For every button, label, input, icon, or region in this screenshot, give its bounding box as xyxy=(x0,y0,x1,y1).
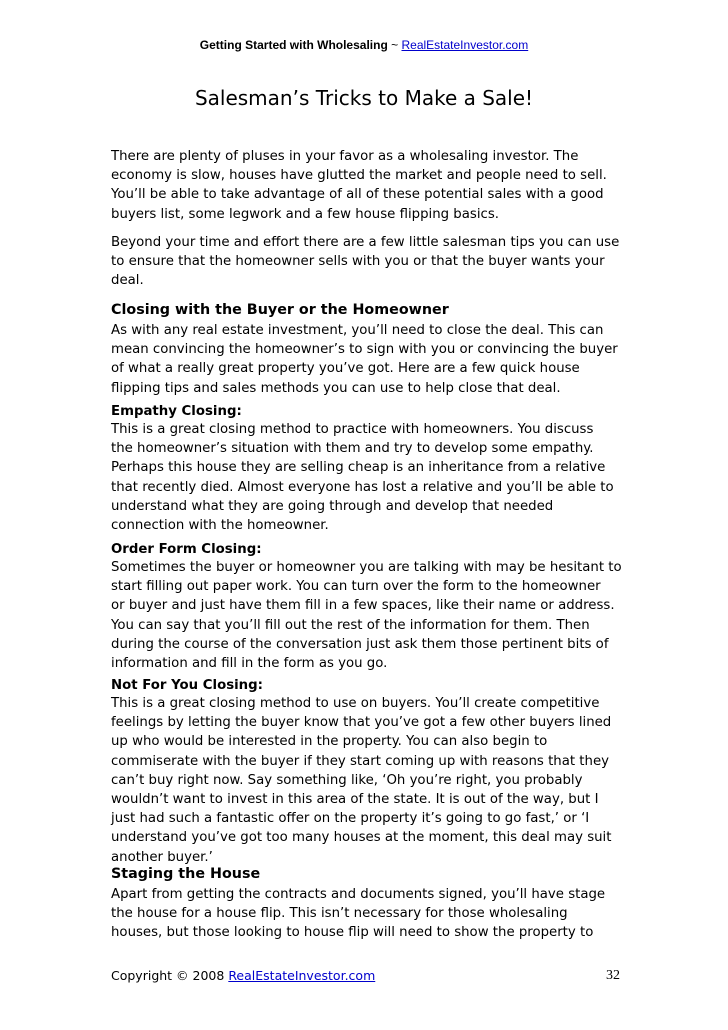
not-for-you-closing-heading: Not For You Closing: xyxy=(111,678,263,693)
empathy-closing-heading: Empathy Closing: xyxy=(111,404,242,419)
empathy-closing-paragraph: This is a great closing method to practice with homeowners. You discuss the homeowner’s situation with them and try to develop some empathy. Perhaps this house they are selling cheap is an inheritance from a relative that recently died. Almost everyone has lost a relative and you’ll be able to understand what they are going through and develop that needed connection with the homeowner. xyxy=(111,422,614,534)
order-form-closing-paragraph: Sometimes the buyer or homeowner you are talking with may be hesitant to start filling out paper work. You can turn over the form to the homeowner or buyer and just have them fill in a few spaces, like their name or address. You can say that you’ll fill out the rest of the information for them. Then during the course of the conversation just ask them those pertinent bits of information and fill in the form as you go. xyxy=(111,560,622,672)
page-number: 32 xyxy=(606,968,620,983)
page-footer xyxy=(111,968,375,983)
staging-section-heading: Staging the House xyxy=(111,866,261,882)
closing-section-heading: Closing with the Buyer or the Homeowner xyxy=(111,302,449,318)
intro-paragraph-1: There are plenty of pluses in your favor as a wholesaling investor. The economy is slow, houses have glutted the market and people need to sell. You’ll be able to take advantage of all of these potential sales with a good buyers list, some legwork and a few house flipping basics. xyxy=(111,149,607,222)
intro-paragraph-2: Beyond your time and effort there are a few little salesman tips you can use to ensure that the homeowner sells with you or that the buyer wants your deal. xyxy=(111,235,620,289)
footer-copyright: Copyright © 2008 xyxy=(111,968,229,983)
closing-paragraph: As with any real estate investment, you’ll need to close the deal. This can mean convincing the homeowner’s to sign with you or convincing the buyer of what a really great property you’ve got. Here are a few quick house flipping tips and sales methods you can use to help close that deal. xyxy=(111,323,618,396)
header-site-link[interactable]: RealEstateInvestor.com xyxy=(401,38,529,52)
order-form-closing-heading: Order Form Closing: xyxy=(111,542,262,557)
header-title: Getting Started with Wholesaling xyxy=(199,38,388,52)
staging-paragraph: Apart from getting the contracts and documents signed, you’ll have stage the house for a house flip. This isn’t necessary for those wholesaling houses, but those looking to house flip will need to show the property to xyxy=(111,887,606,941)
running-header xyxy=(0,38,728,52)
footer-site-link[interactable]: RealEstateInvestor.com xyxy=(228,968,376,983)
header-separator: ~ xyxy=(387,38,402,52)
page-title: Salesman’s Tricks to Make a Sale! xyxy=(194,86,534,110)
not-for-you-closing-paragraph: This is a great closing method to use on buyers. You’ll create competitive feelings by letting the buyer know that you’ve got a few other buyers lined up who would be interested in the property. You can also begin to commiserate with the buyer if they start coming up with reasons that they can’t buy right now. Say something like, ‘Oh you’re right, you probably wouldn’t want to invest in this area of the state. It is out of the way, but I just had such a fantastic offer on the property it’s going to go fast,’ or ‘I understand you’ve got too many houses at the moment, this deal may suit another buyer.’ xyxy=(111,696,612,865)
